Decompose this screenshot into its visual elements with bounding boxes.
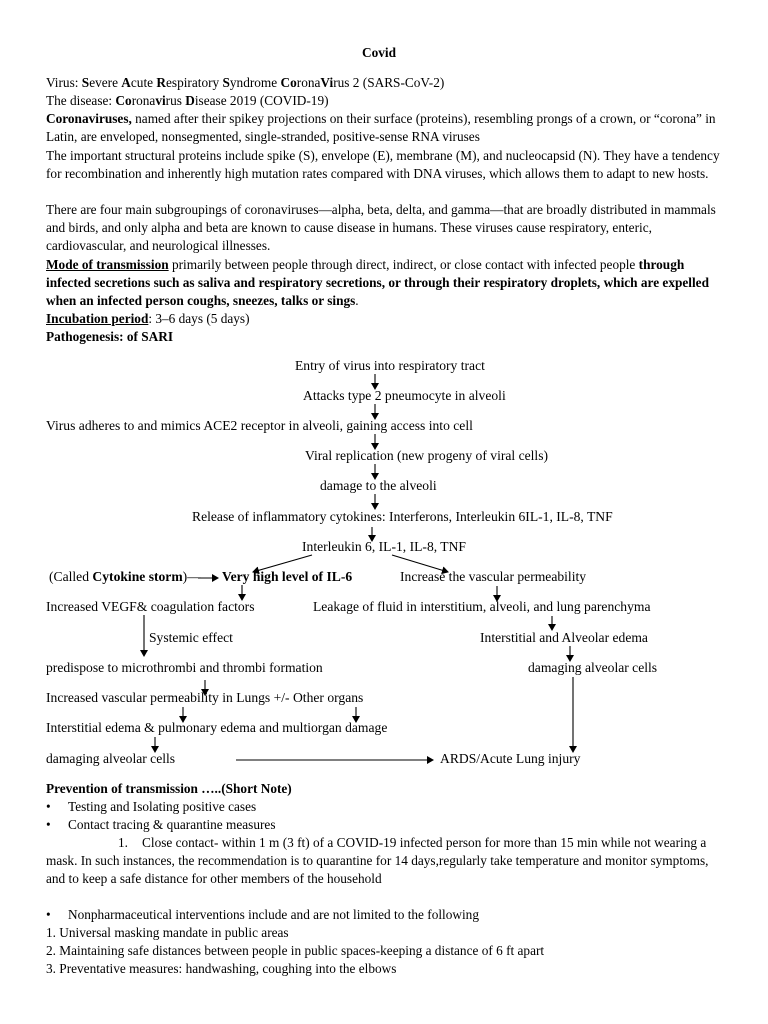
- flow-entry: Entry of virus into respiratory tract: [295, 358, 485, 373]
- virus-part: Co: [280, 75, 297, 90]
- npi-item: 1. Universal masking mandate in public areas: [46, 925, 289, 940]
- coronaviruses-text: named after their spikey projections on their surface (proteins), resembling prongs of a crown, or “corona” in Latin, are enveloped, nonsegmented, single-stranded, positive-sense RNA viruses: [46, 111, 716, 145]
- flow-damaging-right: damaging alveolar cells: [528, 660, 658, 675]
- bullet-item: [46, 816, 276, 833]
- virus-part: cute: [130, 75, 157, 90]
- close-contact-text: Close contact- within 1 m (3 ft) of a COVID-19 infected person for more than 15 min while not wearing a mask. In such instances, the recommendation is to quarantine for 14 days,regularly take temperature and monitor symptoms, and to keep a safe distance for other members of the household: [46, 835, 709, 887]
- virus-part: yndrome: [229, 75, 281, 90]
- prevention-heading: Prevention of transmission …..(Short Note): [46, 781, 292, 796]
- bullet-glyph: •: [46, 907, 51, 922]
- disease-part: rus: [165, 93, 186, 108]
- coronaviruses-term: Coronaviruses,: [46, 111, 132, 126]
- disease-part: Co: [115, 93, 132, 108]
- flow-interleukin: Interleukin 6, IL-1, IL-8, TNF: [302, 539, 466, 554]
- page-title: Covid: [362, 45, 396, 60]
- virus-part: Vi: [320, 75, 334, 90]
- close-contact-paragraph: [46, 834, 726, 889]
- flow-leakage: Leakage of fluid in interstitium, alveoli, and lung parenchyma: [313, 599, 651, 614]
- bullet-item: [46, 798, 256, 815]
- flow-increase-permeability: Increase the vascular permeability: [400, 569, 587, 584]
- close-contact-number: 1.: [118, 835, 128, 850]
- flow-interstitial-alveolar: Interstitial and Alveolar edema: [480, 630, 648, 645]
- flow-systemic: Systemic effect: [149, 630, 233, 645]
- npi-text: Nonpharmaceutical interventions include and are not limited to the following: [68, 907, 479, 922]
- flow-release: Release of inflammatory cytokines: Interferons, Interleukin 6IL-1, IL-8, TNF: [192, 509, 613, 524]
- bullet-text: Testing and Isolating positive cases: [68, 799, 257, 814]
- virus-part: espiratory: [166, 75, 223, 90]
- virus-part: evere: [89, 75, 122, 90]
- incubation-label: Incubation period: [46, 311, 149, 326]
- transmission-label: Mode of transmission: [46, 257, 169, 272]
- cytokine-storm-term: Cytokine storm: [92, 569, 183, 584]
- flow-adheres: Virus adheres to and mimics ACE2 receptor in alveoli, gaining access into cell: [46, 418, 473, 433]
- subgroupings-paragraph: There are four main subgroupings of coronaviruses—alpha, beta, delta, and gamma—that are broadly distributed in mammals and birds, and only alpha and beta are known to cause disease in humans. These viruses cause respiratory, enteric, cardiovascular, and neurological illnesses.: [46, 202, 716, 254]
- virus-part: R: [156, 75, 166, 90]
- bullet-text: Contact tracing & quarantine measures: [68, 817, 276, 832]
- incubation-value: : 3–6 days (5 days): [148, 311, 250, 326]
- virus-part: S: [81, 75, 90, 90]
- npi-bullet: [46, 906, 479, 923]
- flow-replication: Viral replication (new progeny of viral cells): [305, 448, 549, 463]
- virus-part: A: [121, 75, 131, 90]
- flow-very-high-il6: Very high level of IL-6: [222, 569, 353, 584]
- flow-damaging-left: damaging alveolar cells: [46, 751, 176, 766]
- npi-item: 2. Maintaining safe distances between people in public spaces-keeping a distance of 6 ft apart: [46, 943, 545, 958]
- virus-label: Virus:: [46, 75, 82, 90]
- flow-damage: damage to the alveoli: [320, 478, 437, 493]
- npi-item: 3. Preventative measures: handwashing, coughing into the elbows: [46, 961, 397, 976]
- disease-part: isease 2019 (COVID-19): [194, 93, 329, 108]
- called-post: )—: [182, 569, 201, 584]
- bullet-glyph: •: [46, 799, 51, 814]
- disease-label: The disease:: [46, 93, 116, 108]
- bullet-glyph: •: [46, 817, 51, 832]
- structural-proteins-paragraph: The important structural proteins include spike (S), envelope (E), membrane (M), and nucleocapsid (N). They have a tendency for recombination and inherently high mutation rates compared with DNA viruses, which allows them to adapt to new hosts.: [46, 148, 720, 182]
- flow-increased-lungs: Increased vascular permeability in Lungs +/- Other organs: [46, 690, 364, 705]
- virus-part: rus 2 (SARS-CoV-2): [333, 75, 445, 90]
- disease-part: rona: [131, 93, 156, 108]
- flow-interstitial-pulmonary: Interstitial edema & pulmonary edema and multiorgan damage: [46, 720, 388, 735]
- pathogenesis-heading: Pathogenesis: of SARI: [46, 329, 174, 344]
- virus-part: S: [222, 75, 230, 90]
- transmission-end: .: [355, 293, 359, 309]
- transmission-bold: through infected secretions such as saliva and respiratory secretions, or through their respiratory droplets, which are expelled when an infected person coughs, sneezes, talks or sings: [46, 257, 709, 309]
- flow-cytokine-storm: [49, 568, 201, 585]
- called-pre: (Called: [49, 569, 93, 584]
- flow-vegf: Increased VEGF& coagulation factors: [46, 599, 255, 614]
- flow-predispose: predispose to microthrombi and thrombi formation: [46, 660, 323, 675]
- flow-ards: ARDS/Acute Lung injury: [440, 751, 581, 766]
- transmission-text: primarily between people through direct, indirect, or close contact with infected people: [168, 257, 639, 272]
- virus-part: rona: [296, 75, 321, 90]
- disease-part: vi: [155, 93, 166, 108]
- disease-part: D: [185, 93, 195, 108]
- flow-attacks: Attacks type 2 pneumocyte in alveoli: [303, 388, 506, 403]
